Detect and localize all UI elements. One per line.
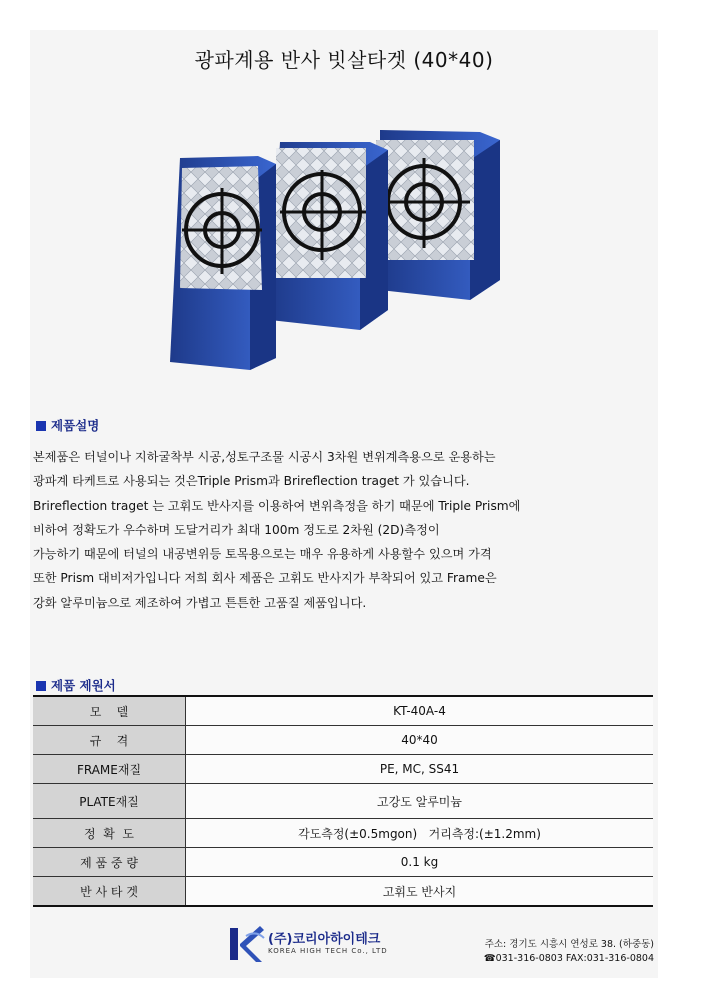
spec-label: 모 델: [33, 696, 186, 726]
spec-value: KT-40A-4: [186, 696, 654, 726]
spec-value: 0.1 kg: [186, 848, 654, 877]
table-row: [33, 755, 653, 784]
description-line: 또한 Prism 대비저가입니다 저희 회사 제품은 고휘도 반사지가 부착되어 있고 Frame은: [33, 571, 497, 586]
description-line: 광파계 타케트로 사용되는 것은Triple Prism과 Brireflection traget 가 있습니다.: [33, 474, 470, 489]
target-right: [376, 130, 500, 300]
table-row: [33, 819, 653, 848]
company-logo-icon: [226, 924, 266, 964]
company-name-english: KOREA HIGH TECH Co., LTD: [268, 947, 388, 955]
description-heading: [36, 416, 99, 434]
phone-fax-text: ☎031-316-0803 FAX:031-316-0804: [483, 953, 654, 964]
description-line: 강화 알루미늄으로 제조하여 가볍고 튼튼한 고품질 제품입니다.: [33, 595, 367, 610]
footer: [30, 920, 658, 978]
page-title: 광파계용 반사 빗살타겟 (40*40): [194, 48, 494, 72]
spec-label: 제 품 중 량: [33, 848, 186, 877]
company-logo: [226, 924, 456, 964]
document-page: [30, 30, 658, 978]
spec-heading: [36, 676, 116, 694]
table-row: [33, 696, 653, 726]
spec-label: PLATE재질: [33, 784, 186, 819]
target-left: [170, 156, 276, 370]
description-line: 비하여 정확도가 우수하며 도달거리가 최대 100m 정도로 2차원 (2D)측정이: [33, 522, 440, 537]
spec-label: 규 격: [33, 726, 186, 755]
spec-value: PE, MC, SS41: [186, 755, 654, 784]
spec-value: 고휘도 반사지: [186, 877, 654, 907]
product-photo: [30, 130, 658, 370]
spec-value: 각도측정(±0.5mgon) 거리측정:(±1.2mm): [186, 819, 654, 848]
company-name-korean: (주)코리아하이테크: [268, 932, 381, 947]
spec-value: 고강도 알루미늄: [186, 784, 654, 819]
table-row: [33, 877, 653, 907]
bullet-square-icon: [36, 681, 46, 691]
description-line: 본제품은 터널이나 지하굴착부 시공,성토구조물 시공시 3차원 변위계측용으로 운용하는: [33, 450, 496, 464]
description-heading-text: 제품설명: [51, 418, 100, 433]
target-middle: [270, 142, 388, 330]
spec-label: 반 사 타 겟: [33, 877, 186, 907]
spec-label: FRAME재질: [33, 755, 186, 784]
address-text: 주소: 경기도 시흥시 연성로 38. (하중동): [484, 939, 654, 950]
table-row: [33, 726, 653, 755]
spec-label: 정 확 도: [33, 819, 186, 848]
table-row: [33, 848, 653, 877]
description-line: Brireflection traget 는 고휘도 반사지를 이용하여 변위측정을 하기 때문에 Triple Prism에: [33, 498, 521, 513]
description-line: 가능하기 때문에 터널의 내공변위등 토목용으로는 매우 유용하게 사용할수 있으며 가격: [33, 547, 492, 562]
spec-table: [33, 695, 653, 907]
description-body: [33, 448, 653, 618]
spec-heading-text: 제품 제원서: [51, 678, 116, 693]
spec-value: 40*40: [186, 726, 654, 755]
table-row: [33, 784, 653, 819]
bullet-square-icon: [36, 421, 46, 431]
contact-info: [484, 938, 654, 966]
